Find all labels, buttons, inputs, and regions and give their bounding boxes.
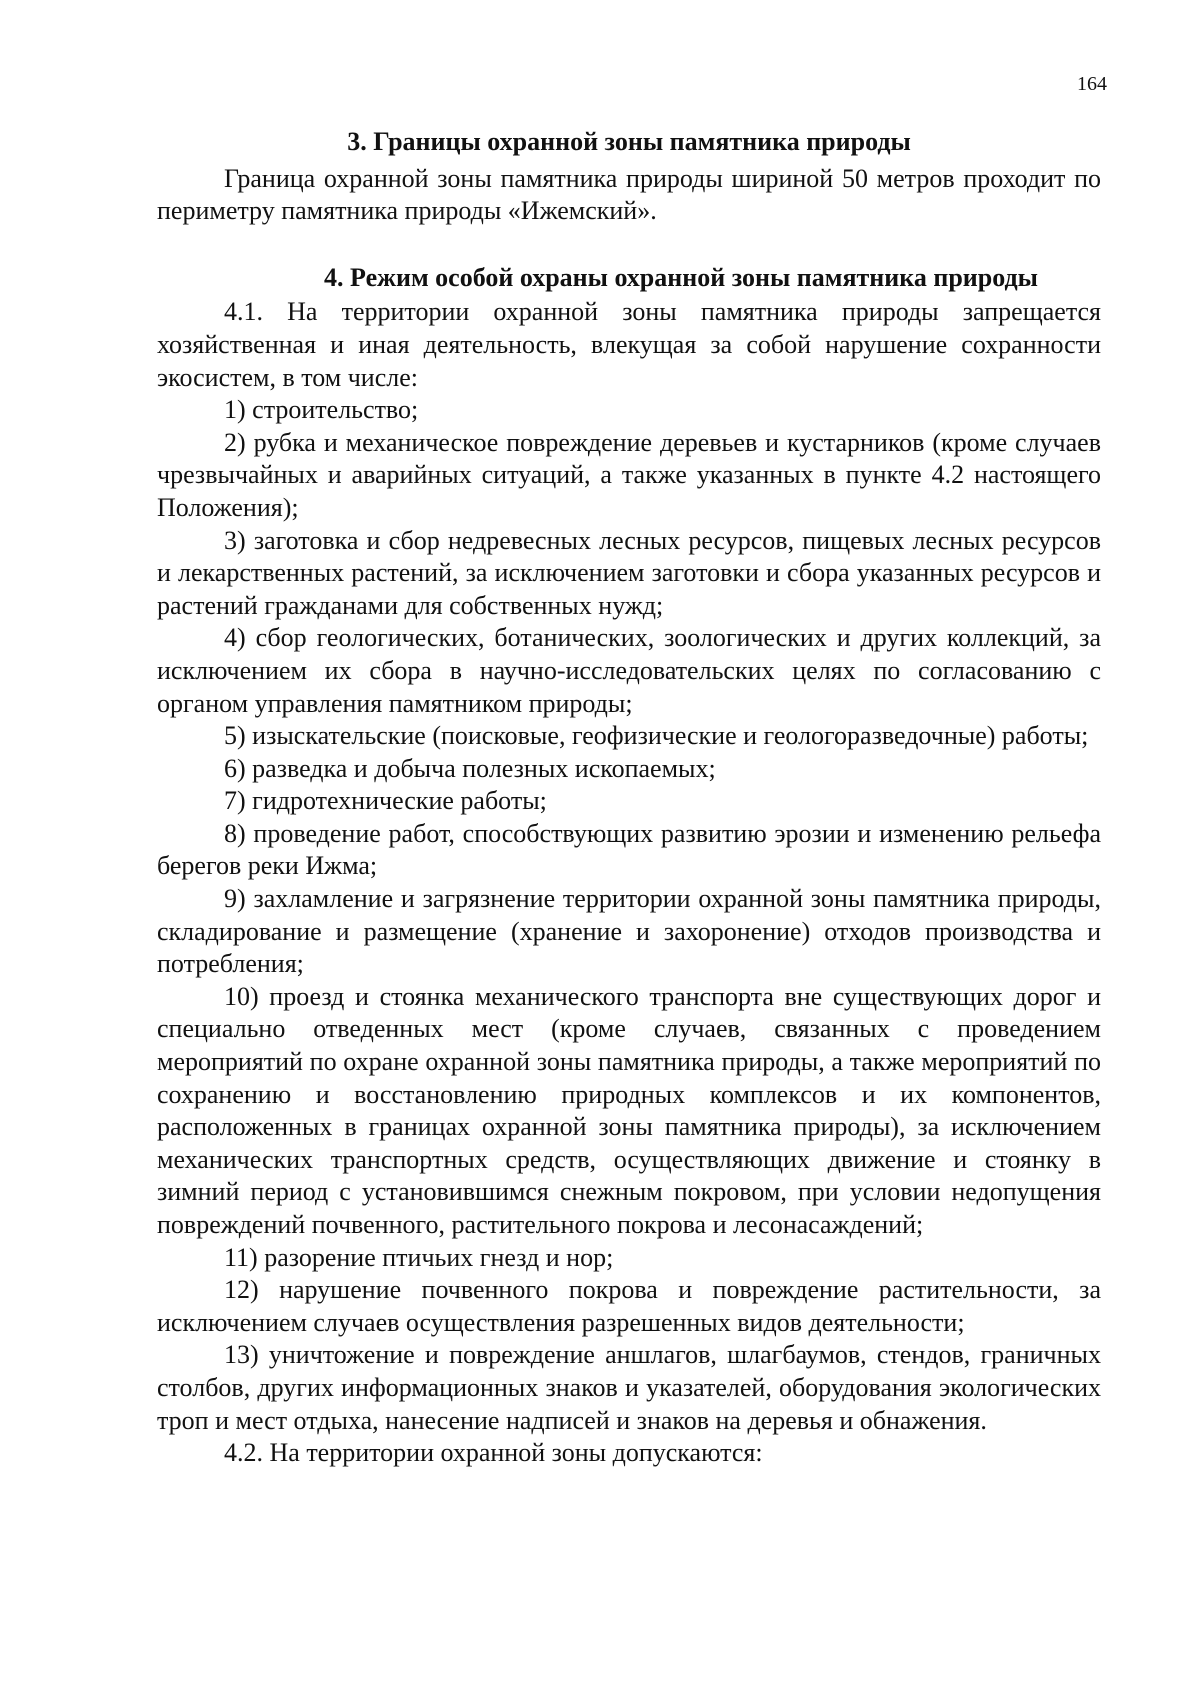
list-item: 12) нарушение почвенного покрова и повреждение растительности, за исключением случаев осуществления разрешенных видов деятельности; (157, 1275, 1101, 1337)
list-item: 1) строительство; (224, 395, 419, 425)
list-item: 11) разорение птичьих гнезд и нор; (224, 1242, 614, 1272)
list-item: 6) разведка и добыча полезных ископаемых; (224, 753, 716, 783)
section-3-text: Граница охранной зоны памятника природы шириной 50 метров проходит по периметру памятника природы «Ижемский». (157, 163, 1101, 226)
list-item: 10) проезд и стоянка механического транспорта вне существующих дорог и специально отведенных мест (кроме случаев, связанных с проведением мероприятий по охране охранной зоны памятника природы, а также мероприятий по сохранению и восстановлению природных комплексов и их компонентов, расположенных в границах охранной зоны памятника природы), за исключением механических транспортных средств, осуществляющих движение и стоянку в зимний период с установившимся снежным покровом, при условии недопущения повреждений почвенного, растительного покрова и лесонасаждений; (157, 981, 1101, 1239)
list-item: 2) рубка и механическое повреждение деревьев и кустарников (кроме случаев чрезвычайных и аварийных ситуаций, а также указанных в пункте 4.2 настоящего Положения); (157, 427, 1101, 522)
section-4-heading: 4. Режим особой охраны охранной зоны памятника природы (324, 262, 1038, 292)
clause-4-1-intro: 4.1. На территории охранной зоны памятника природы запрещается хозяйственная и иная деятельность, влекущая за собой нарушение сохранности экосистем, в том числе: (157, 297, 1101, 392)
clause-4-2: 4.2. На территории охранной зоны допускаются: (224, 1438, 763, 1468)
list-item: 7) гидротехнические работы; (224, 786, 547, 816)
list-item: 4) сбор геологических, ботанических, зоологических и других коллекций, за исключением их сбора в научно-исследовательских целях по согласованию с органом управления памятником природы; (157, 623, 1101, 718)
list-item: 8) проведение работ, способствующих развитию эрозии и изменению рельефа берегов реки Ижма; (157, 818, 1101, 881)
section-3-heading: 3. Границы охранной зоны памятника природы (347, 127, 911, 156)
list-item: 9) захламление и загрязнение территории охранной зоны памятника природы, складирование и размещение (хранение и захоронение) отходов производства и потребления; (157, 884, 1101, 979)
document-body (157, 126, 1101, 1470)
list-item: 3) заготовка и сбор недревесных лесных ресурсов, пищевых лесных ресурсов и лекарственных растений, за исключением заготовки и сбора указанных ресурсов и растений гражданами для собственных нужд; (157, 525, 1101, 620)
list-item: 5) изыскательские (поисковые, геофизические и геологоразведочные) работы; (224, 721, 1089, 751)
page-number: 164 (1077, 73, 1107, 95)
list-item: 13) уничтожение и повреждение аншлагов, шлагбаумов, стендов, граничных столбов, других информационных знаков и указателей, оборудования экологических троп и мест отдыха, нанесение надписей и знаков на деревья и обнажения. (157, 1340, 1101, 1435)
